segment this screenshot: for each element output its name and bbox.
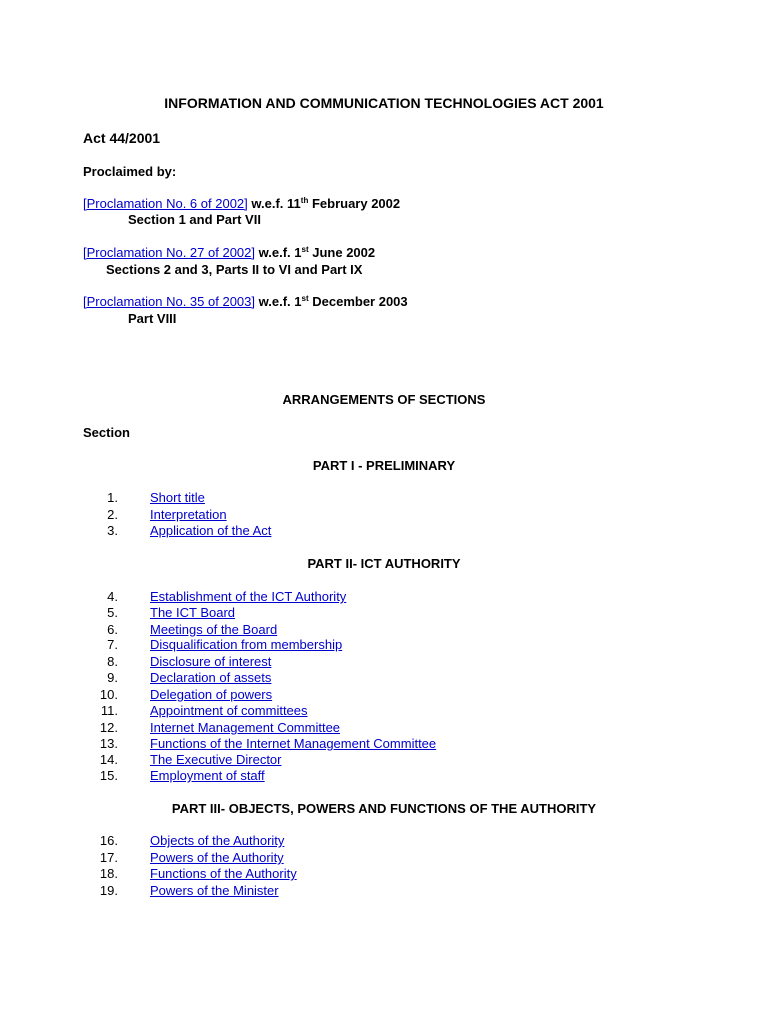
wef-date: June 2002: [308, 245, 376, 260]
toc-number: 16.: [99, 833, 118, 848]
toc-number: 6.: [107, 622, 118, 637]
date-suffix: st: [301, 245, 309, 254]
proclamation-entry: [83, 245, 375, 260]
toc-number: 19.: [99, 883, 118, 898]
toc-link[interactable]: Interpretation: [150, 507, 227, 522]
toc-link[interactable]: The ICT Board: [150, 605, 236, 620]
toc-number: 10.: [99, 687, 118, 702]
toc-link[interactable]: Delegation of powers: [150, 687, 273, 702]
toc-number: 9.: [107, 670, 118, 685]
proclamation-scope: Sections 2 and 3, Parts II to VI and Part IX: [106, 262, 363, 277]
part-heading: PART III- OBJECTS, POWERS AND FUNCTIONS OF THE AUTHORITY: [171, 801, 597, 816]
wef-label: w.e.f. 1: [258, 294, 302, 309]
toc-link[interactable]: The Executive Director: [150, 752, 282, 767]
toc-number: 7.: [107, 637, 118, 652]
toc-number: 12.: [99, 720, 118, 735]
toc-link[interactable]: Internet Management Committee: [150, 720, 341, 735]
toc-link[interactable]: Meetings of the Board: [150, 622, 278, 637]
wef-label: w.e.f. 11: [251, 196, 301, 211]
date-suffix: st: [301, 294, 309, 303]
wef-date: February 2002: [308, 196, 401, 211]
toc-number: 15.: [99, 768, 118, 783]
toc-number: 14.: [99, 752, 118, 767]
proclamation-entry: [83, 196, 400, 211]
part-heading: PART II- ICT AUTHORITY: [307, 556, 461, 571]
toc-number: 3.: [107, 523, 118, 538]
proclamation-scope: Part VIII: [128, 311, 177, 326]
proclamation-link[interactable]: [Proclamation No. 35 of 2003]: [83, 294, 255, 309]
toc-link[interactable]: Short title: [150, 490, 205, 505]
proclaimed-by-label: Proclaimed by:: [83, 164, 177, 179]
toc-number: 8.: [107, 654, 118, 669]
proclamation-scope: Section 1 and Part VII: [128, 212, 261, 227]
toc-link[interactable]: Objects of the Authority: [150, 833, 285, 848]
wef-date: December 2003: [308, 294, 408, 309]
act-number: Act 44/2001: [83, 130, 161, 146]
toc-link[interactable]: Powers of the Authority: [150, 850, 284, 865]
arrangements-heading: ARRANGEMENTS OF SECTIONS: [282, 392, 486, 407]
wef-label: w.e.f. 1: [258, 245, 302, 260]
proclamation-entry: [83, 294, 408, 309]
toc-link[interactable]: Application of the Act: [150, 523, 272, 538]
toc-link[interactable]: Powers of the Minister: [150, 883, 279, 898]
toc-number: 18.: [99, 866, 118, 881]
toc-number: 17.: [99, 850, 118, 865]
toc-number: 4.: [107, 589, 118, 604]
toc-link[interactable]: Employment of staff: [150, 768, 265, 783]
toc-number: 13.: [99, 736, 118, 751]
toc-link[interactable]: Establishment of the ICT Authority: [150, 589, 347, 604]
proclamation-link[interactable]: [Proclamation No. 27 of 2002]: [83, 245, 255, 260]
date-suffix: th: [300, 196, 309, 205]
toc-link[interactable]: Disqualification from membership: [150, 637, 343, 652]
toc-number: 1.: [107, 490, 118, 505]
part-heading: PART I - PRELIMINARY: [312, 458, 456, 473]
toc-link[interactable]: Functions of the Internet Management Committee: [150, 736, 437, 751]
toc-number: 5.: [107, 605, 118, 620]
document-title: INFORMATION AND COMMUNICATION TECHNOLOGIES ACT 2001: [164, 95, 604, 111]
toc-number: 11.: [100, 703, 118, 718]
section-label: Section: [83, 425, 130, 440]
toc-number: 2.: [107, 507, 118, 522]
proclamation-link[interactable]: [Proclamation No. 6 of 2002]: [83, 196, 248, 211]
toc-link[interactable]: Functions of the Authority: [150, 866, 297, 881]
toc-link[interactable]: Appointment of committees: [150, 703, 308, 718]
toc-link[interactable]: Declaration of assets: [150, 670, 272, 685]
toc-link[interactable]: Disclosure of interest: [150, 654, 272, 669]
